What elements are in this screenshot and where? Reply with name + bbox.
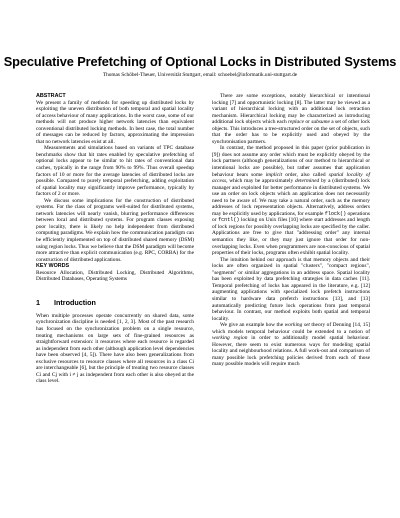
code-flock: flock() [324,210,347,217]
section-number: 1 [36,297,40,307]
right-paragraph-1: There are some exceptions, notably hierarchical or intentional locking [7] and opportunistic locking [8]. The latter may be viewed as a variant of hierarchical locking with an additional lock retraction mechanism. Hierarchical locking may be characterized as introducing additional lock objects which each replace or subsume a set of other lock objects. This introduces a tree-structured order on the set of objects, such that the order has to be explicitly used and obeyed by the synchronisation partners. [212,93,371,145]
abstract-paragraph-3: We discuss some implications for the construction of distributed systems. For the class of programs well-suited for distributed systems, network latencies will nearly vanish, blurring performance differences between local and distributed systems. For program classes exposing poor locality, there is likely no help independent from distributed computing paradigms. We explain how the communication paradigm can be efficiently implemented on top of distributed shared memory (DSM) using region locks. Thus we believe that the DSM paradigm will become more attractive than explicit communication (e.g. RPC, CORBA) for the construction of distributed applications. [36,197,194,263]
abstract-paragraph-2: Measurements and simulations based on variants of TPC database benchmarks show that hit rates enabled by speculative prefetching of optional locks appear to be similar to hit rates of conventional data caches, typically in the range from 90% to 99%. Thus overall speedup factors of 10 or more for the average latencies of distributed locks are possible. Compared to purely temporal prefetching, adding exploitation of spatial locality may significantly improve performance, typically by factors of 2 or more. [36,145,194,198]
section-title: Introduction [54,297,96,307]
abstract-heading: ABSTRACT [36,93,66,99]
right-column [212,93,370,368]
section-1-heading [36,298,194,307]
abstract-paragraph-1: We present a family of methods for speeding up distributed locks by exploiting the uneven distribution of both temporal and spatial locality of access behaviour of many applications. In the worst case, some of our methods will not produce higher network latencies than equivalent conventional distributed locking methods. In best case, the total number of messages can be reduced by factors, approximating the impression that no network latencies exist at all. [36,99,194,145]
introduction-paragraph-1: When multiple processes operate concurrently on shared data, some synchronization discipline is needed [1, 2, 3]. Most of the past research has focused on the synchronization problem on a single resource, treating mechanisms on large sets of fine-grained resources as straightforward extension: it resources where each resource is regarded as independent from each other (although application level dependencies have been observed [4, 5]). There have also been generalizations from exclusive resources to resource classes where all resources in a class Ci are interchangeable [6], but the principle of treating two resource classes Ci and Cj with i ≠ j as independent from each other is also obeyed at the class level. [36,312,194,385]
code-fcntl: fcntl() [218,217,240,224]
right-paragraph-4: We give an example how the working set theory of Denning [14, 15] which models temporal behaviour could be extended to a notion of working region in order to additionally model spatial behaviour. However, there seem to exist numerous ways for modeling spatial locality and neighbourhood relations. A full work-out and comparison of many possible lock prefetching policies derived from each of those many possible models will require much [212,322,370,368]
right-paragraph-3: The intuition behind our approach is that memory objects and their locks are often organized in spatial "clusters", "compact regions", "segments" or similar aggregations in an address space. Spatial locality has been exploited by data prefetching strategies in data caches [11]. Temporal prefetching of locks has appeared in the literature, e.g. [12] augmenting applications with specialized lock prefetch instructions similar to hardware data prefetch instructions [13], and [13] automatically predicting future lock operations from past temporal behaviour. In contrast, our method exploits both spatial and temporal locality. [212,256,370,322]
right-paragraph-2: In contrast, the method proposed in this paper (prior publication in [9]) does not assume any order which must be explicitly obeyed by the lock partners (although generalizations of our method to hierarchical or intentional locks are possible), but rather assumes that application behaviour bears some implicit order, also called spatial locality of access, which may be approximately determined by a (distributed) lock manager and exploited for better performance in distributed systems. We use an order on lock objects which an application does not necessarily need to be aware of. We may take a natural order, such as the memory addresses of lock representation objects. Alternatively, address orders may be explicitly used by applications, for example flock() operations or fcntl() locking on Unix files [10] where start addresses and length of lock regions for possibly overlapping locks are specified by the caller. Applications are free to give that "addressing order" any internal semantics they like, or they may just ignore that order for non-overlapping locks. Even when programmers are non-conscious of spatial properties of their locks, programs often exhibit spatial locality. [212,145,371,257]
keywords-heading: KEY WORDS [36,263,70,270]
paper-title: Speculative Prefetching of Optional Locks in Distributed Systems [3,54,397,69]
keywords-text: Resource Allocation, Distributed Locking, Distributed Algorithms, Distributed Databases, Operating Systems [36,269,194,283]
paper-authors: Thomas Schöbel-Theuer, Universität Stuttgart, email: schoebel@informatik.uni-stuttgart.de [102,72,298,78]
left-column [36,93,194,385]
